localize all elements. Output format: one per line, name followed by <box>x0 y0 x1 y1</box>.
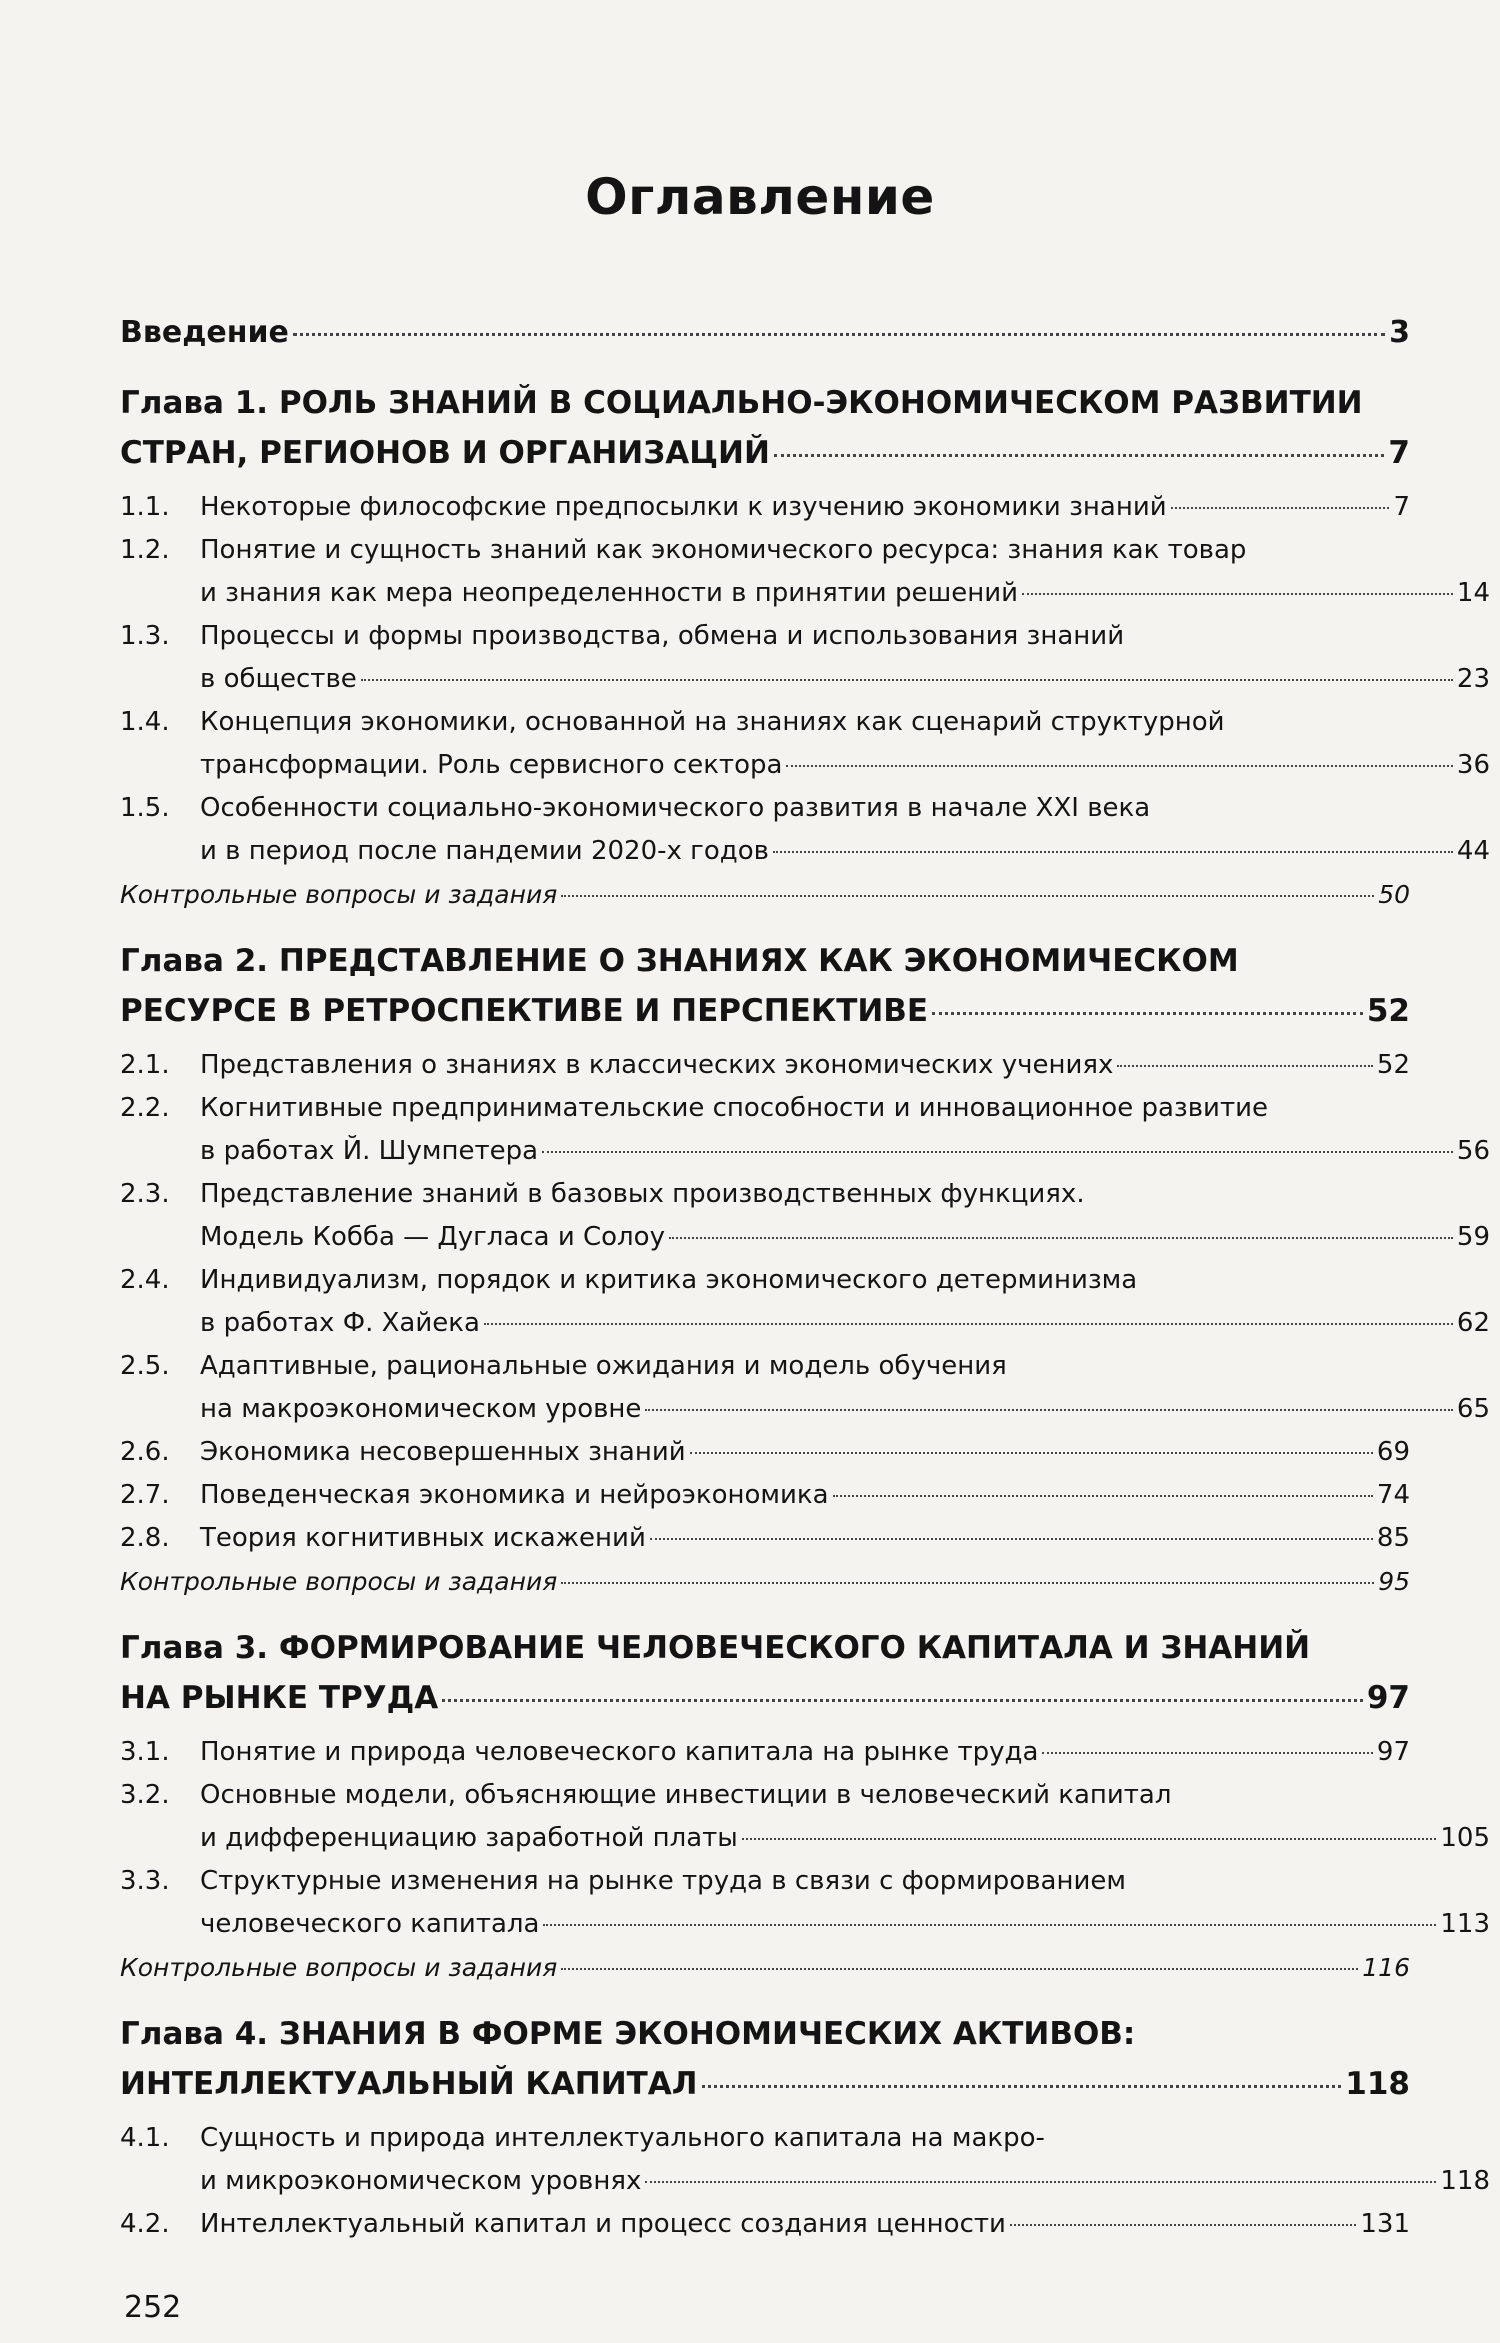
chapter-heading-line <box>120 986 1410 1036</box>
section-number: 2.5. <box>120 1351 170 1381</box>
section-page: 69 <box>1376 1437 1410 1467</box>
chapter-heading-line <box>120 936 1410 986</box>
section-title: Структурные изменения на рынке труда в связи с формированием <box>200 1866 1126 1896</box>
page-title: Оглавление <box>585 168 935 226</box>
section-line <box>120 1259 1410 1302</box>
section-title: человеческого капитала <box>200 1909 540 1939</box>
toc-section <box>120 2117 1490 2203</box>
section-title: Особенности социально-экономического развития в начале XXI века <box>200 793 1151 823</box>
dot-leader <box>1042 1752 1372 1754</box>
section-page: 23 <box>1456 664 1490 694</box>
section-line <box>120 787 1410 830</box>
dot-leader <box>484 1323 1453 1325</box>
section-page: 62 <box>1456 1308 1490 1338</box>
review-questions-page: 50 <box>1378 880 1410 909</box>
section-number: 4.2. <box>120 2209 170 2239</box>
section-line <box>200 572 1490 615</box>
section-page: 74 <box>1376 1480 1410 1510</box>
dot-leader <box>543 1924 1436 1926</box>
section-title: Теория когнитивных искажений <box>200 1523 646 1553</box>
section-number: 2.4. <box>120 1265 170 1295</box>
toc-intro-entry <box>120 308 1410 358</box>
section-number: 1.2. <box>120 535 170 565</box>
toc-chapter <box>120 378 1490 916</box>
dot-leader <box>442 1699 1363 1702</box>
dot-leader <box>774 454 1385 457</box>
section-page: 118 <box>1440 2166 1490 2196</box>
section-line <box>120 1173 1410 1216</box>
section-number: 3.2. <box>120 1780 170 1810</box>
toc-section <box>120 1517 1410 1560</box>
dot-leader <box>645 2181 1436 2183</box>
section-title: и микроэкономическом уровнях <box>200 2166 642 2196</box>
dot-leader <box>645 1409 1452 1411</box>
dot-leader <box>1022 593 1453 595</box>
toc-section <box>120 1345 1490 1431</box>
chapter-title: РЕСУРСЕ В РЕТРОСПЕКТИВЕ И ПЕРСПЕКТИВЕ <box>120 993 929 1029</box>
dot-leader <box>1010 2224 1356 2226</box>
section-title: Основные модели, объясняющие инвестиции в человеческий капитал <box>200 1780 1172 1810</box>
toc-section <box>120 1044 1410 1087</box>
chapter-heading-line <box>120 2059 1410 2109</box>
toc-section <box>120 486 1410 529</box>
toc-chapter <box>120 936 1490 1603</box>
section-page: 14 <box>1456 578 1490 608</box>
toc-section <box>120 2203 1410 2246</box>
toc-section <box>120 1474 1410 1517</box>
toc-section <box>120 1173 1490 1259</box>
dot-leader <box>561 1968 1358 1970</box>
toc-section <box>120 701 1490 787</box>
toc-section <box>120 1087 1490 1173</box>
section-page: 131 <box>1360 2209 1410 2239</box>
review-questions-title: Контрольные вопросы и задания <box>120 1953 558 1982</box>
review-questions-title: Контрольные вопросы и задания <box>120 1567 558 1596</box>
section-title: Понятие и природа человеческого капитала на рынке труда <box>200 1737 1039 1767</box>
section-line <box>120 1474 1410 1517</box>
section-title: Индивидуализм, порядок и критика экономического детерминизма <box>200 1265 1138 1295</box>
section-title: Представления о знаниях в классических экономических учениях <box>200 1050 1114 1080</box>
section-number: 2.1. <box>120 1050 170 1080</box>
chapter-heading-line <box>120 1673 1410 1723</box>
toc-section <box>120 615 1490 701</box>
section-title: Экономика несовершенных знаний <box>200 1437 686 1467</box>
section-page: 113 <box>1440 1909 1490 1939</box>
chapter-title: Глава 4. ЗНАНИЯ В ФОРМЕ ЭКОНОМИЧЕСКИХ АКТИВОВ: <box>120 2016 1136 2052</box>
section-line <box>120 1044 1410 1087</box>
section-line <box>120 1860 1410 1903</box>
section-title: Некоторые философские предпосылки к изучению экономики знаний <box>200 492 1167 522</box>
section-number: 1.1. <box>120 492 170 522</box>
dot-leader <box>293 333 1385 336</box>
section-line <box>120 615 1410 658</box>
section-line <box>120 701 1410 744</box>
dot-leader <box>702 2085 1342 2088</box>
toc-chapter <box>120 2009 1490 2246</box>
section-page: 44 <box>1456 836 1490 866</box>
section-line <box>200 744 1490 787</box>
section-page: 65 <box>1456 1394 1490 1424</box>
dot-leader <box>742 1838 1437 1840</box>
dot-leader <box>650 1538 1373 1540</box>
section-title: Понятие и сущность знаний как экономического ресурса: знания как товар <box>200 535 1247 565</box>
toc-section <box>120 1860 1490 1946</box>
chapter-page: 52 <box>1366 993 1410 1029</box>
section-line <box>200 1817 1490 1860</box>
toc-section <box>120 1731 1410 1774</box>
chapter-title: СТРАН, РЕГИОНОВ И ОРГАНИЗАЦИЙ <box>120 435 770 471</box>
section-page: 105 <box>1440 1823 1490 1853</box>
section-line <box>200 1388 1490 1431</box>
section-title: Когнитивные предпринимательские способности и инновационное развитие <box>200 1093 1268 1123</box>
section-line <box>200 2160 1490 2203</box>
section-number: 1.5. <box>120 793 170 823</box>
section-title: Концепция экономики, основанной на знаниях как сценарий структурной <box>200 707 1225 737</box>
toc-section <box>120 1431 1410 1474</box>
section-title: Модель Кобба — Дугласа и Солоу <box>200 1222 665 1252</box>
dot-leader <box>1171 507 1390 509</box>
section-number: 1.4. <box>120 707 170 737</box>
section-number: 3.3. <box>120 1866 170 1896</box>
section-title: и дифференциацию заработной платы <box>200 1823 738 1853</box>
chapter-page: 97 <box>1366 1680 1410 1716</box>
section-title: в работах Й. Шумпетера <box>200 1136 539 1166</box>
chapter-title: Глава 3. ФОРМИРОВАНИЕ ЧЕЛОВЕЧЕСКОГО КАПИТАЛА И ЗНАНИЙ <box>120 1630 1311 1666</box>
section-title: Сущность и природа интеллектуального капитала на макро- <box>200 2123 1045 2153</box>
section-title: в обществе <box>200 664 357 694</box>
section-line <box>200 1903 1490 1946</box>
section-title: трансформации. Роль сервисного сектора <box>200 750 783 780</box>
section-line <box>120 1431 1410 1474</box>
chapter-page: 7 <box>1388 435 1410 471</box>
toc-chapter <box>120 1623 1490 1989</box>
section-page: 7 <box>1393 492 1410 522</box>
toc-intro-page: 3 <box>1389 315 1410 350</box>
section-line <box>200 1302 1490 1345</box>
section-title: Интеллектуальный капитал и процесс создания ценности <box>200 2209 1006 2239</box>
section-line <box>120 529 1410 572</box>
section-line <box>120 1345 1410 1388</box>
section-title: и знания как мера неопределенности в принятии решений <box>200 578 1019 608</box>
section-title: в работах Ф. Хайека <box>200 1308 480 1338</box>
section-line <box>120 1731 1410 1774</box>
section-line <box>200 1130 1490 1173</box>
section-number: 2.3. <box>120 1179 170 1209</box>
chapter-heading-line <box>120 428 1410 478</box>
section-line <box>200 1216 1490 1259</box>
review-questions-title: Контрольные вопросы и задания <box>120 880 558 909</box>
dot-leader <box>542 1151 1453 1153</box>
review-questions-entry <box>120 873 1410 916</box>
section-page: 97 <box>1376 1737 1410 1767</box>
dot-leader <box>833 1495 1373 1497</box>
dot-leader <box>561 895 1374 897</box>
review-questions-entry <box>120 1946 1410 1989</box>
dot-leader <box>561 1582 1374 1584</box>
chapter-heading-line <box>120 1623 1410 1673</box>
review-questions-entry <box>120 1560 1410 1603</box>
chapter-heading-line <box>120 378 1410 428</box>
section-page: 59 <box>1456 1222 1490 1252</box>
section-line <box>120 2203 1410 2246</box>
section-number: 4.1. <box>120 2123 170 2153</box>
section-title: Адаптивные, рациональные ожидания и модель обучения <box>200 1351 1007 1381</box>
section-number: 2.8. <box>120 1523 170 1553</box>
section-line <box>120 2117 1410 2160</box>
section-number: 2.7. <box>120 1480 170 1510</box>
section-line <box>120 1517 1410 1560</box>
section-title: Представление знаний в базовых производственных функциях. <box>200 1179 1085 1209</box>
section-title: Процессы и формы производства, обмена и использования знаний <box>200 621 1125 651</box>
chapter-heading-line <box>120 2009 1410 2059</box>
section-page: 85 <box>1376 1523 1410 1553</box>
section-number: 2.2. <box>120 1093 170 1123</box>
table-of-contents <box>120 308 1490 2246</box>
dot-leader <box>932 1012 1363 1015</box>
review-questions-page: 116 <box>1362 1953 1410 1982</box>
section-number: 2.6. <box>120 1437 170 1467</box>
section-page: 52 <box>1376 1050 1410 1080</box>
section-line <box>200 658 1490 701</box>
toc-section <box>120 1774 1490 1860</box>
dot-leader <box>786 765 1452 767</box>
dot-leader <box>690 1452 1373 1454</box>
chapter-page: 118 <box>1345 2066 1410 2102</box>
toc-section <box>120 529 1490 615</box>
chapter-title: ИНТЕЛЛЕКТУАЛЬНЫЙ КАПИТАЛ <box>120 2066 698 2102</box>
section-title: и в период после пандемии 2020-х годов <box>200 836 769 866</box>
section-line <box>120 1087 1410 1130</box>
dot-leader <box>669 1237 1453 1239</box>
section-line <box>200 830 1490 873</box>
toc-intro-title: Введение <box>120 315 289 350</box>
section-title: на макроэкономическом уровне <box>200 1394 642 1424</box>
chapter-title: Глава 2. ПРЕДСТАВЛЕНИЕ О ЗНАНИЯХ КАК ЭКОНОМИЧЕСКОМ <box>120 943 1239 979</box>
section-title: Поведенческая экономика и нейроэкономика <box>200 1480 829 1510</box>
section-number: 1.3. <box>120 621 170 651</box>
dot-leader <box>1117 1065 1373 1067</box>
section-number: 3.1. <box>120 1737 170 1767</box>
dot-leader <box>773 851 1453 853</box>
chapter-title: НА РЫНКЕ ТРУДА <box>120 1680 439 1716</box>
toc-chapters <box>120 378 1490 2246</box>
review-questions-page: 95 <box>1378 1567 1410 1596</box>
chapter-title: Глава 1. РОЛЬ ЗНАНИЙ В СОЦИАЛЬНО-ЭКОНОМИЧЕСКОМ РАЗВИТИИ <box>120 385 1363 421</box>
dot-leader <box>361 679 1453 681</box>
section-line <box>120 486 1410 529</box>
section-page: 36 <box>1456 750 1490 780</box>
section-line <box>120 1774 1410 1817</box>
toc-section <box>120 1259 1490 1345</box>
toc-section <box>120 787 1490 873</box>
section-page: 56 <box>1456 1136 1490 1166</box>
page-number: 252 <box>124 2290 182 2325</box>
